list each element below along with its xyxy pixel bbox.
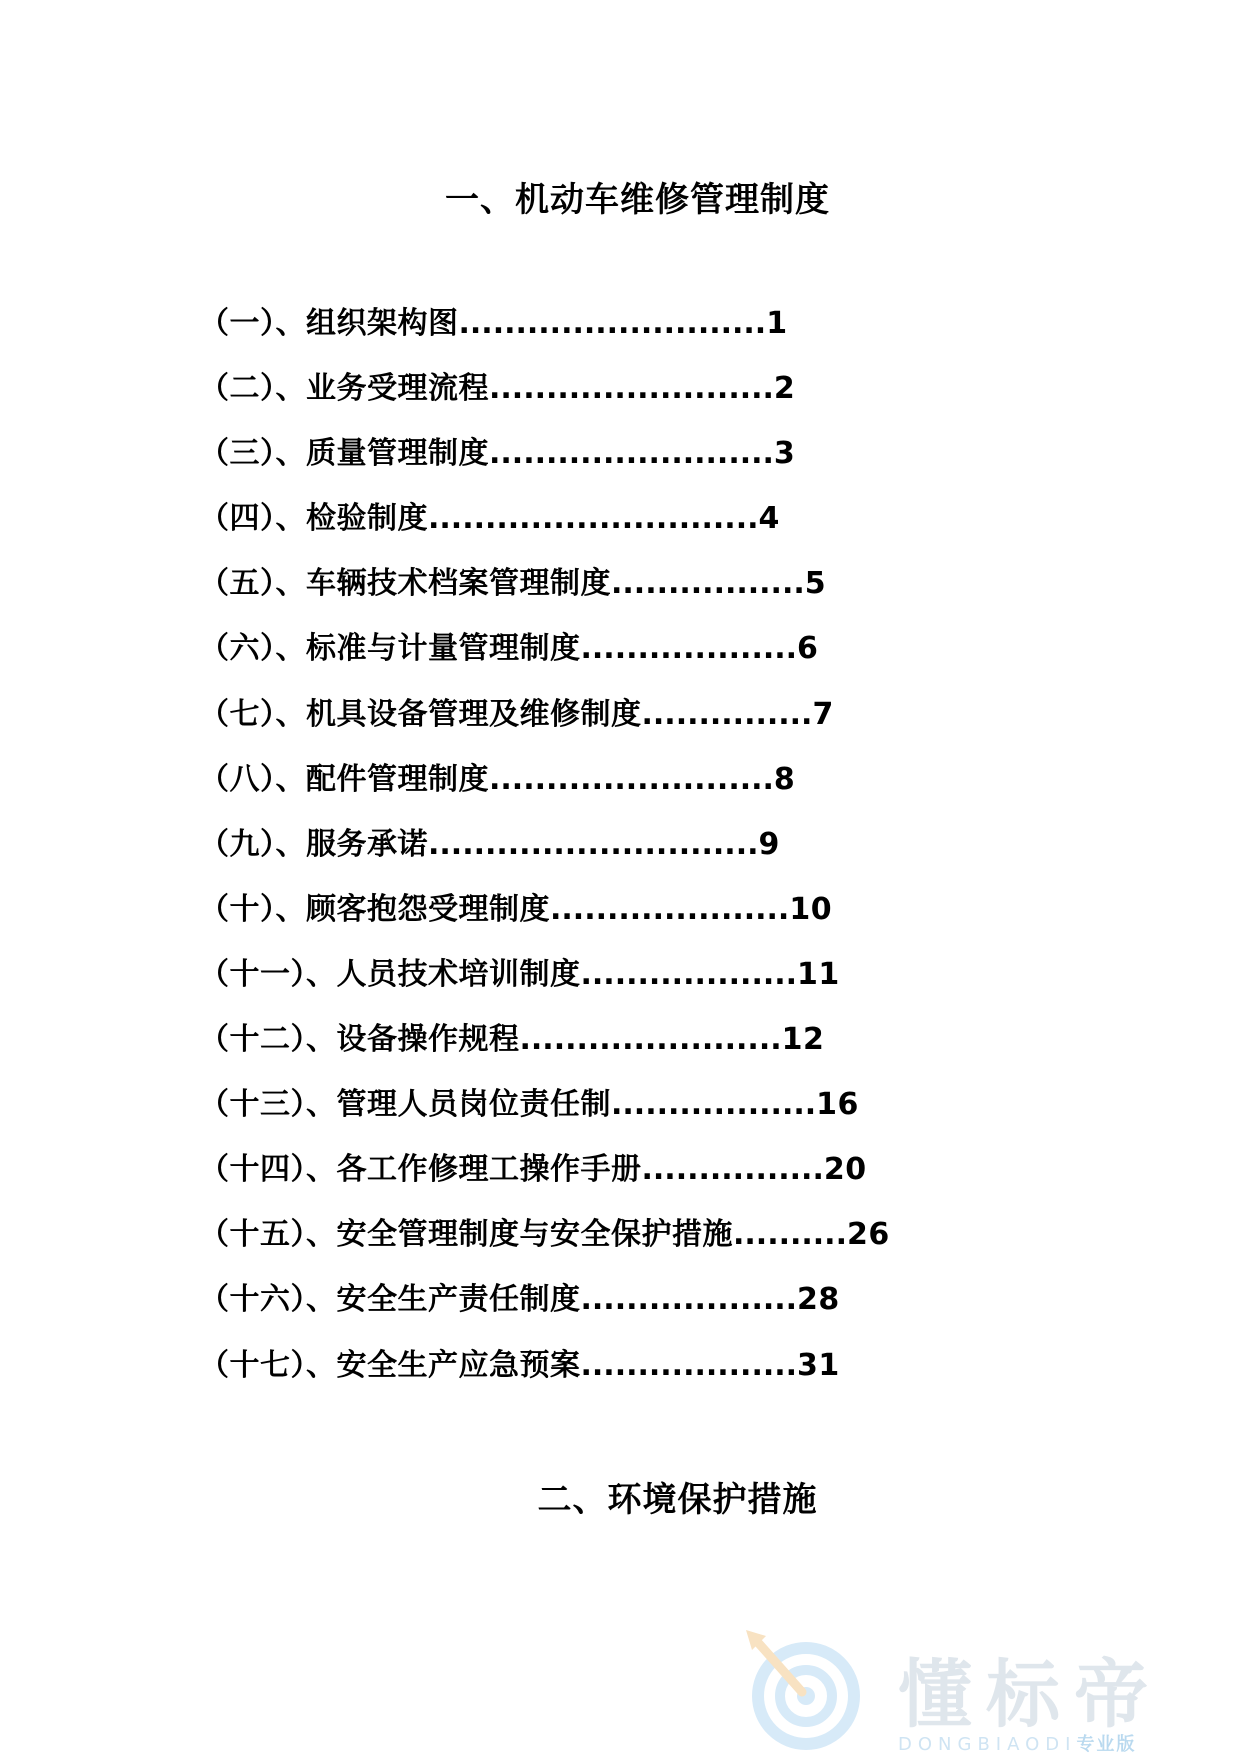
watermark-subtitle bbox=[898, 1730, 1136, 1756]
toc-entry-label: （六）、标准与计量管理制度 bbox=[199, 631, 581, 667]
toc-entry-label: （九）、服务承诺 bbox=[199, 826, 428, 862]
toc-entry-label: （五）、车辆技术档案管理制度 bbox=[199, 566, 611, 602]
toc-entry-label: （一）、组织架构图 bbox=[199, 306, 459, 341]
toc-page-number: 16 bbox=[816, 1087, 859, 1123]
toc-entry[interactable] bbox=[199, 949, 890, 1014]
toc-entry[interactable] bbox=[199, 754, 890, 819]
toc-entry-label: （十七）、安全生产应急预案 bbox=[199, 1347, 581, 1383]
toc-page-number: 6 bbox=[797, 631, 819, 667]
toc-page-number: 10 bbox=[789, 891, 833, 927]
toc-entry-label: （十六）、安全生产责任制度 bbox=[199, 1282, 581, 1318]
toc-entry[interactable] bbox=[199, 1014, 890, 1079]
watermark-subtitle-cn: 专业版 bbox=[1076, 1734, 1137, 1755]
toc-entry-label: （十二）、设备操作规程 bbox=[199, 1022, 520, 1058]
toc-dot-leader: ........................... bbox=[458, 306, 767, 341]
toc-entry[interactable] bbox=[199, 1144, 890, 1209]
toc-dot-leader: ............................. bbox=[428, 501, 759, 537]
toc-entry[interactable] bbox=[199, 689, 890, 754]
toc-entry[interactable] bbox=[199, 1079, 890, 1144]
toc-dot-leader: ............................. bbox=[428, 826, 759, 862]
toc-entry[interactable] bbox=[199, 884, 890, 949]
toc-entry-label: （十一）、人员技术培训制度 bbox=[199, 956, 581, 992]
toc-dot-leader: ................... bbox=[580, 956, 798, 992]
toc-entry-label: （十）、顾客抱怨受理制度 bbox=[199, 891, 550, 927]
toc-dot-leader: ......................... bbox=[489, 371, 774, 407]
toc-page-number: 11 bbox=[797, 956, 840, 992]
toc-entry[interactable] bbox=[199, 428, 890, 493]
toc-entry-label: （八）、配件管理制度 bbox=[199, 761, 489, 797]
toc-dot-leader: ......................... bbox=[489, 436, 774, 472]
section-heading: 二、环境保护措施 bbox=[537, 1480, 818, 1520]
toc-dot-leader: .................. bbox=[611, 1087, 817, 1123]
toc-entry-label: （十五）、安全管理制度与安全保护措施 bbox=[199, 1217, 733, 1253]
toc-page-number: 31 bbox=[797, 1347, 840, 1383]
toc-dot-leader: .......... bbox=[733, 1217, 847, 1253]
toc-dot-leader: ................... bbox=[580, 1282, 798, 1318]
toc-page-number: 2 bbox=[773, 371, 796, 407]
toc-entry-label: （十四）、各工作修理工操作手册 bbox=[199, 1152, 642, 1188]
toc-entry[interactable] bbox=[199, 558, 890, 623]
toc-entry[interactable] bbox=[199, 623, 890, 688]
toc-entry[interactable] bbox=[199, 298, 890, 363]
toc-page-number: 3 bbox=[773, 436, 796, 472]
toc-page-number: 8 bbox=[773, 761, 796, 797]
toc-entry-label: （二）、业务受理流程 bbox=[199, 371, 489, 407]
toc-dot-leader: ............... bbox=[641, 696, 813, 732]
toc-dot-leader: ................... bbox=[580, 631, 798, 667]
toc-page-number: 9 bbox=[758, 826, 780, 862]
toc-entry[interactable] bbox=[199, 1340, 890, 1405]
toc-entry[interactable] bbox=[199, 819, 890, 884]
toc-dot-leader: ................. bbox=[611, 566, 805, 602]
toc-entry-label: （四）、检验制度 bbox=[199, 501, 428, 537]
toc-page-number: 26 bbox=[846, 1217, 890, 1253]
toc-page-number: 7 bbox=[812, 696, 834, 732]
target-arrow-logo-icon bbox=[740, 1630, 870, 1754]
watermark-brand-text: 懂标帝 bbox=[898, 1652, 1162, 1738]
toc-dot-leader: ................ bbox=[641, 1152, 824, 1188]
toc-dot-leader: ................... bbox=[580, 1347, 798, 1383]
watermark bbox=[740, 1630, 1220, 1754]
toc-entry[interactable] bbox=[199, 363, 890, 428]
toc-entry-label: （七）、机具设备管理及维修制度 bbox=[199, 696, 642, 732]
toc-page-number: 12 bbox=[781, 1022, 825, 1058]
toc-dot-leader: ..................... bbox=[550, 891, 790, 927]
document-title: 一、机动车维修管理制度 bbox=[445, 180, 830, 220]
toc-dot-leader: ....................... bbox=[519, 1022, 782, 1058]
watermark-subtitle-latin: DONGBIAODI bbox=[898, 1734, 1077, 1755]
toc-page-number: 28 bbox=[797, 1282, 840, 1318]
toc-page-number: 5 bbox=[804, 566, 827, 602]
toc-entry[interactable] bbox=[199, 1209, 890, 1274]
toc-entry-label: （十三）、管理人员岗位责任制 bbox=[199, 1087, 611, 1123]
toc-page-number: 20 bbox=[823, 1152, 867, 1188]
toc-entry[interactable] bbox=[199, 1274, 890, 1339]
table-of-contents bbox=[199, 298, 890, 1405]
toc-dot-leader: ......................... bbox=[489, 761, 774, 797]
toc-entry[interactable] bbox=[199, 493, 890, 558]
toc-page-number: 4 bbox=[758, 501, 780, 537]
toc-entry-label: （三）、质量管理制度 bbox=[199, 436, 489, 472]
toc-page-number: 1 bbox=[766, 306, 788, 341]
